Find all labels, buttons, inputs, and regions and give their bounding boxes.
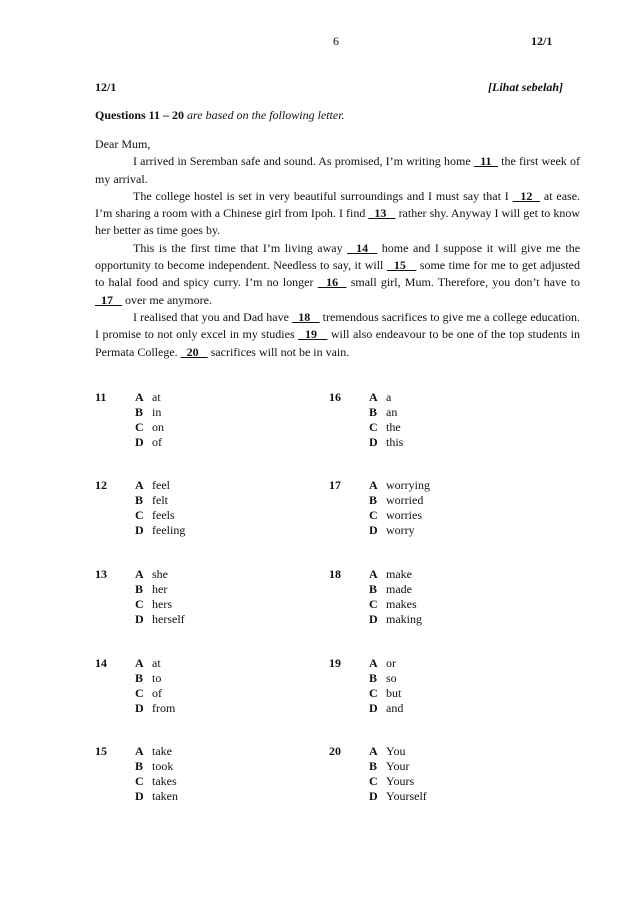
next-page-note: [Lihat sebelah] [488,80,563,94]
question-number: 12 [95,478,107,492]
option-letter: A [369,567,378,581]
answer-option-d [369,435,403,450]
answer-option-c [135,508,175,523]
answer-blank: 16 [317,275,347,290]
answer-option-a [369,656,396,671]
option-text: taken [152,789,178,803]
answer-option-d [135,612,185,627]
option-text: the [386,420,401,434]
question-number: 16 [329,390,341,404]
answer-option-d [135,435,162,450]
answer-option-c [369,774,414,789]
answer-blank: 11 [473,154,498,169]
option-text: worry [386,523,415,537]
letter-text: at ease. I’m sharing a room with a Chinese girl from Ipoh. I find [95,188,581,221]
option-text: to [152,671,162,685]
question-number: 11 [95,390,107,404]
answer-option-d [369,701,403,716]
option-text: take [152,744,172,758]
option-text: her [152,582,168,596]
answer-option-c [135,420,164,435]
paper-code-top: 12/1 [531,34,553,48]
option-letter: D [135,701,144,715]
answer-option-b [369,405,397,420]
question-number: 15 [95,744,107,758]
option-text: this [386,435,404,449]
letter-greeting: Dear Mum, [95,137,151,151]
option-letter: D [369,701,378,715]
answer-option-a [369,744,405,759]
option-text: feeling [152,523,186,537]
option-text: Yourself [386,789,427,803]
option-letter: C [135,508,144,522]
answer-option-b [135,759,173,774]
option-text: she [152,567,168,581]
option-letter: B [135,493,144,507]
option-letter: B [135,405,144,419]
answer-option-d [369,523,415,538]
option-letter: A [369,390,378,404]
answer-option-b [135,582,167,597]
question-range: Questions 11 – 20 [95,108,185,122]
answer-option-a [135,478,170,493]
letter-text: some time for me to get adjusted to halal food and spicy curry. I’m no longer [95,258,581,290]
option-letter: A [135,656,144,670]
option-text: worried [386,493,424,507]
answer-option-d [369,612,422,627]
option-letter: C [369,597,378,611]
answer-option-b [369,671,397,686]
answer-option-b [135,671,161,686]
letter-text: This is the first time that I’m living away [133,240,348,255]
answer-option-a [135,567,168,582]
question-number: 17 [329,478,341,492]
option-letter: B [135,671,144,685]
answer-option-a [135,390,161,405]
answer-blank: 17 [95,292,122,307]
answer-option-d [369,789,427,804]
answer-blank: 12 [512,188,541,203]
letter-text: the first week of my arrival. [95,154,580,186]
option-letter: C [135,420,144,434]
letter-text: The college hostel is set in very beautiful surroundings and I must say that I [133,188,513,203]
option-text: herself [152,612,185,626]
answer-blank: 20 [180,344,208,359]
letter-text: I arrived in Seremban safe and sound. As promised, I’m writing home [133,154,474,169]
letter-text: rather shy. Anyway I will get to know her better as time goes by. [95,206,580,238]
letter-text: tremendous sacrifices to give me a college education. I promise to not only excel in my studies [95,309,580,342]
option-letter: C [369,508,378,522]
answer-option-c [135,774,177,789]
answer-option-c [369,420,401,435]
option-letter: D [369,612,378,626]
answer-blank: 18 [292,309,320,324]
answer-option-b [369,759,409,774]
answer-option-a [369,478,430,493]
answer-option-c [135,686,162,701]
option-letter: B [369,405,378,419]
letter-text: small girl, Mum. Therefore, you don’t have to [346,275,581,290]
letter-paragraph-3 [95,240,580,309]
answer-option-a [135,656,161,671]
option-letter: A [369,656,378,670]
letter-passage [95,136,580,361]
option-text: worries [386,508,422,522]
option-text: make [386,567,412,581]
option-text: so [386,671,397,685]
letter-text: over me anymore. [122,292,212,307]
option-letter: C [135,686,144,700]
option-letter: D [135,523,144,537]
option-letter: B [135,759,144,773]
answer-blank: 14 [347,240,378,255]
option-letter: C [135,597,144,611]
option-letter: D [369,523,378,537]
option-letter: A [135,744,144,758]
option-text: a [386,390,392,404]
option-text: but [386,686,402,700]
letter-text: home and I suppose it will give me the opportunity to become independent. Needless to say, it will [95,240,581,273]
answer-blank: 13 [368,206,396,221]
option-letter: A [369,744,378,758]
option-text: hers [152,597,172,611]
answer-option-c [135,597,172,612]
option-text: makes [386,597,417,611]
option-text: and [386,701,404,715]
option-text: took [152,759,174,773]
option-text: feels [152,508,175,522]
option-text: at [152,390,161,404]
question-number: 13 [95,567,107,581]
option-text: on [152,420,164,434]
letter-paragraph-1 [95,153,580,188]
answer-option-d [135,701,175,716]
question-number: 19 [329,656,341,670]
paper-code-left: 12/1 [95,80,117,94]
option-letter: D [135,789,144,803]
answer-option-c [369,508,422,523]
option-text: in [152,405,162,419]
option-letter: C [369,686,378,700]
option-text: made [386,582,412,596]
option-text: takes [152,774,177,788]
option-text: of [152,686,162,700]
answer-option-a [369,567,412,582]
option-text: felt [152,493,168,507]
option-letter: A [135,390,144,404]
option-text: of [152,435,162,449]
answer-blank: 19 [298,327,328,342]
option-letter: C [369,774,378,788]
option-letter: A [369,478,378,492]
answer-option-c [369,686,401,701]
option-text: You [386,744,406,758]
question-number: 14 [95,656,107,670]
letter-paragraph-2 [95,188,580,240]
option-letter: B [369,493,378,507]
answer-option-a [135,744,172,759]
option-letter: B [135,582,144,596]
option-text: feel [152,478,170,492]
answer-option-b [369,493,423,508]
option-letter: D [135,612,144,626]
option-letter: C [369,420,378,434]
option-letter: B [369,759,378,773]
option-text: Your [386,759,410,773]
answer-option-d [135,789,178,804]
option-letter: D [369,789,378,803]
option-text: worrying [386,478,430,492]
answer-option-c [369,597,417,612]
option-letter: B [369,671,378,685]
letter-text: I realised that you and Dad have [133,309,293,324]
question-number: 20 [329,744,341,758]
page-number: 6 [333,34,339,48]
question-number: 18 [329,567,341,581]
answer-option-d [135,523,185,538]
answer-option-b [135,493,168,508]
option-text: making [386,612,422,626]
answer-option-b [135,405,161,420]
instruction-text: are based on the following letter. [184,108,345,122]
answer-blank: 15 [386,258,417,273]
section-instructions [95,108,345,123]
answer-option-b [369,582,412,597]
option-text: from [152,701,176,715]
letter-text: will also endeavour to be one of the top students in Permata College. [95,327,580,359]
option-letter: C [135,774,144,788]
option-letter: D [135,435,144,449]
option-text: Yours [386,774,415,788]
option-letter: A [135,478,144,492]
option-text: at [152,656,161,670]
option-letter: D [369,435,378,449]
option-letter: B [369,582,378,596]
option-text: an [386,405,398,419]
option-text: or [386,656,396,670]
letter-text: sacrifices will not be in vain. [207,344,350,359]
answer-option-a [369,390,391,405]
letter-paragraph-4 [95,309,580,361]
option-letter: A [135,567,144,581]
